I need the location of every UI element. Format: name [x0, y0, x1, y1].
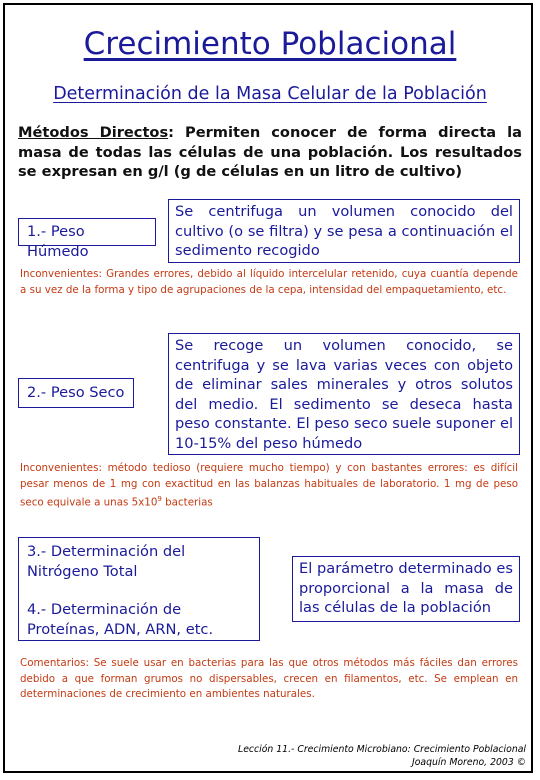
method-2-note: [20, 461, 518, 511]
method-4-label: 4.- Determinación de Proteínas, ADN, ARN, etc.: [27, 601, 214, 638]
method-2-note-end: bacterias: [161, 496, 213, 509]
method-3-label: 3.- Determinación del Nitrógeno Total: [27, 543, 186, 580]
intro-text: Permiten conocer de forma directa la masa de todas las células de una población. Los resultados se expresan en g/l (g de células en un litro de cultivo): [18, 124, 522, 180]
method-3-4-description: El parámetro determinado es proporcional a la masa de las células de la población: [299, 560, 513, 616]
intro-paragraph: [18, 123, 522, 182]
footer: [238, 743, 526, 769]
method-1-description-box: [168, 199, 520, 263]
method-2-description: Se recoge un volumen conocido, se centrifuga y se lava varias veces con objeto de eliminar sales minerales y otros solutos del medio. El sedimento se deseca hasta peso constante. El peso seco suele suponer el 10-15% del peso húmedo: [175, 337, 513, 452]
page-subtitle: Determinación de la Masa Celular de la Población: [53, 84, 487, 104]
method-2-label: 2.- Peso Seco: [27, 384, 125, 401]
method-3-4-description-box: [292, 556, 520, 622]
page-title: Crecimiento Poblacional: [83, 26, 457, 62]
method-3-4-comment: Comentarios: Se suele usar en bacterias para las que otros métodos más fáciles dan errores debido a que forman grumos no dispersables, crecen en filamentos, etc. Se emplean en determinaciones de crecimiento en ambientes naturales.: [20, 657, 518, 700]
footer-author: Joaquín Moreno, 2003 ©: [411, 757, 526, 768]
method-1-label-box: [18, 218, 156, 260]
intro-lead: Métodos Directos: [18, 124, 169, 141]
method-3-4-label-box: [18, 537, 260, 641]
method-1-description: Se centrifuga un volumen conocido del cultivo (o se filtra) y se pesa a continuación el sedimento recogido: [175, 203, 513, 259]
method-1-label: 1.- Peso Húmedo: [27, 223, 89, 260]
footer-lesson: Lección 11.- Crecimiento Microbiano: Crecimiento Poblacional: [238, 744, 526, 755]
method-2-note-exponent: 9: [157, 495, 162, 503]
method-2-description-box: [168, 333, 520, 455]
method-2-note-text: Inconvenientes: método tedioso (requiere mucho tiempo) y con bastantes errores: es difícil pesar menos de 1 mg con exactitud en las balanzas habituales de laboratorio. 1 mg de peso seco equivale a unas 5x10: [20, 462, 518, 509]
method-2-label-box: [18, 378, 134, 408]
method-1-note: Inconvenientes: Grandes errores, debido al líquido intercelular retenido, cuya cuantía depende a su vez de la forma y tipo de agrupaciones de la cepa, intensidad del empaquetamiento, etc.: [20, 268, 518, 296]
intro-separator: :: [168, 124, 174, 141]
